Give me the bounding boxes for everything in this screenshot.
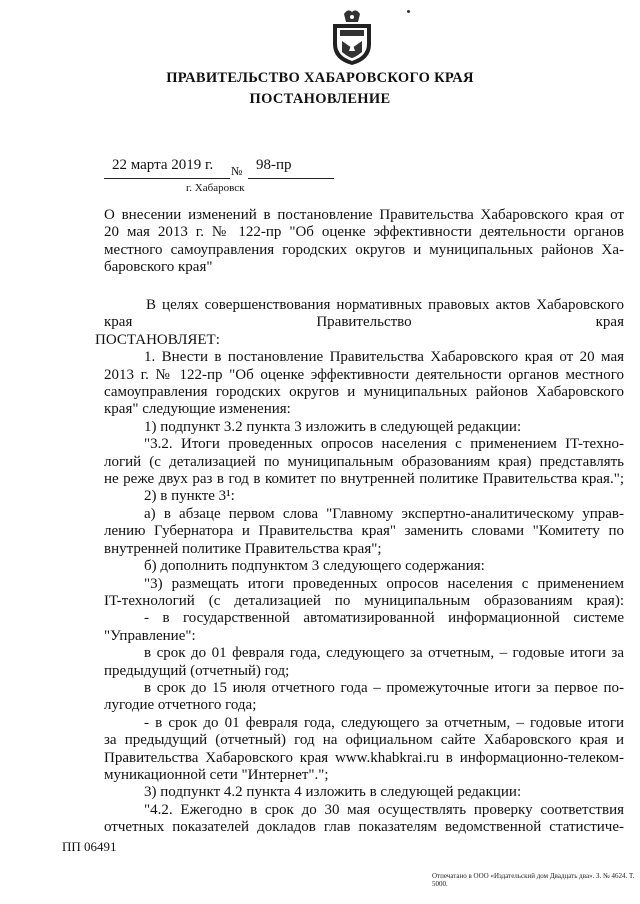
title-line: местного самоуправления городских округов и муниципальных районов Ха- <box>104 241 624 258</box>
document-code: ПП 06491 <box>62 839 117 854</box>
body-line: б) дополнить подпунктом 3 следующего содержания: <box>144 558 485 575</box>
city-label: г. Хабаровск <box>186 182 245 194</box>
body-line: а) в абзаце первом слова "Главному экспертно-аналитическому управ- <box>144 505 624 522</box>
body-line: "3.2. Итоги проведенных опросов населения с применением IT-техно- <box>144 436 624 453</box>
body-line: 2) в пункте 3¹: <box>144 488 235 505</box>
body-line: - в государственной автоматизированной информационной системе <box>144 610 624 627</box>
body-line: 2013 г. № 122-пр "Об оценке эффективности деятельности органов местного <box>104 366 624 383</box>
printer-imprint: Отпечатано в ООО «Издательский дом Двадцать два». З. № 4624. Т. 5000. <box>432 872 635 888</box>
body-line: В целях совершенствования нормативных правовых актов Хабаровского <box>146 297 624 313</box>
document-body <box>95 297 624 837</box>
body-line: края" следующие изменения: <box>104 401 291 418</box>
decree-keyword: ПОСТАНОВЛЯЕТ: <box>95 331 220 348</box>
body-line: 1. Внести в постановление Правительства Хабаровского края от 20 мая <box>144 349 624 366</box>
document-title <box>104 207 624 277</box>
document-type-heading: ПОСТАНОВЛЕНИЕ <box>249 91 391 107</box>
body-line: "4.2. Ежегодно в срок до 30 мая осуществлять проверку соответствия <box>144 801 624 818</box>
body-line: логий (с детализацией по муниципальным образованиям края) представлять <box>104 453 624 470</box>
body-line: предыдущий (отчетный) год; <box>104 662 290 679</box>
body-line: внутренней политике Правительства края"; <box>104 540 382 557</box>
body-line: лугодие отчетного года; <box>104 697 257 714</box>
title-line: 20 мая 2013 г. № 122-пр "Об оценке эффективности деятельности органов <box>104 224 624 241</box>
body-line: 3) подпункт 4.2 пункта 4 изложить в следующей редакции: <box>144 784 522 801</box>
body-line: отчетных показателей докладов глав показателям ведомственной статистиче- <box>104 819 624 836</box>
document-date: 22 марта 2019 г. <box>112 157 214 173</box>
number-sign: № <box>231 164 243 178</box>
body-line: 1) подпункт 3.2 пункта 3 изложить в следующей редакции: <box>144 418 522 435</box>
body-line: Правительства Хабаровского края www.khabkrai.ru в информационно-телеком- <box>104 749 624 766</box>
coat-of-arms-emblem <box>330 8 374 66</box>
title-line: баровского края" <box>104 259 213 276</box>
body-line: не реже двух раз в год в комитет по внутренней политике Правительства края."; <box>104 471 624 488</box>
body-line: в срок до 15 июля отчетного года – промежуточные итоги за первое по- <box>144 679 624 696</box>
date-underline <box>104 178 230 179</box>
document-number: 98-пр <box>256 157 292 173</box>
body-line: края Правительство края <box>104 314 624 331</box>
government-heading: ПРАВИТЕЛЬСТВО ХАБАРОВСКОГО КРАЯ <box>166 70 474 86</box>
body-line: лению Губернатора и Правительства края" заменить словами "Комитету по <box>104 523 624 540</box>
body-line: в срок до 01 февраля года, следующего за отчетным, – годовые итоги за <box>144 645 624 662</box>
body-line: "3) размещать итоги проведенных опросов населения с применением <box>144 575 624 592</box>
body-line: IT-технологий (с детализацией по муниципальным образованиям края): <box>104 592 624 609</box>
body-line: - в срок до 01 февраля года, следующего за отчетным, – годовые итоги <box>144 714 624 731</box>
body-line: "Управление": <box>104 627 196 644</box>
title-line: О внесении изменений в постановление Правительства Хабаровского края от <box>104 207 624 223</box>
body-line: за предыдущий (отчетный) год на официальном сайте Хабаровского края и <box>104 732 624 749</box>
number-underline <box>248 178 334 179</box>
scan-speck <box>407 10 410 13</box>
body-line: муникационной сети "Интернет"."; <box>104 766 329 783</box>
body-line: самоуправления городских округов и муниципальных районов Хабаровского <box>104 384 624 401</box>
